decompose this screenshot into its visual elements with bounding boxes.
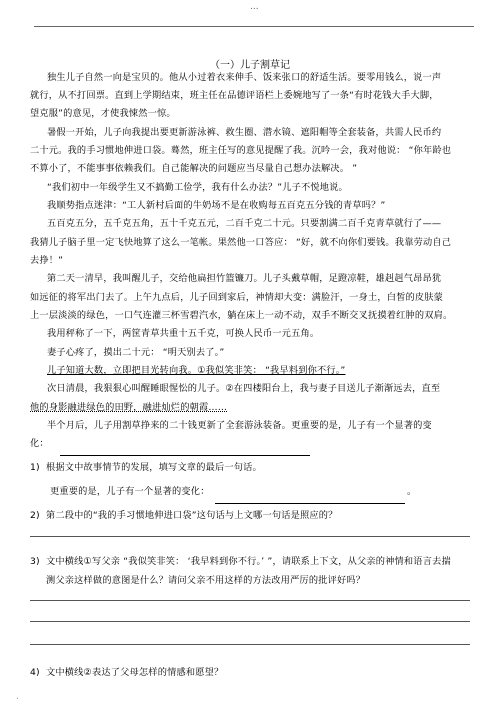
question-2-number: 2) bbox=[30, 510, 40, 521]
answer-line[interactable] bbox=[30, 600, 470, 601]
passage-line: 望克服”的意见，才使我悚然一惊。 bbox=[30, 108, 176, 119]
passage-line: 我猜儿子脑子里一定飞快地算了这么一笔帐。果然他一口答应： “好，就不向你们要钱。我靠劳动自己 bbox=[30, 237, 452, 248]
passage-line: “我们初中一年级学生又不搞勤工俭学，我有什么办法？”儿子不悦地说。 bbox=[47, 182, 348, 193]
passage-line: 妻子心疼了，摸出二十元： “明天别去了。” bbox=[47, 347, 225, 358]
passage-line: 就行，从不打回票。直到上学期结束，班主任在品德评语栏上委婉地写了一条“有时花钱大手大脚， bbox=[30, 90, 439, 101]
answer-line[interactable] bbox=[30, 644, 470, 645]
question-3: 文中横线①写父亲 “我似笑非笑： ‘我早料到你不行。’ ”，请联系上下文，从父亲的神情和语言去揣 bbox=[46, 556, 451, 567]
passage-line: 独生儿子自然一向是宝贝的。他从小过着衣来伸手、饭来张口的舒适生活。要零用钱么，说一声 bbox=[47, 72, 442, 83]
question-2: 第二段中的“我的手习惯地伸进口袋”这句话与上文哪一句话是照应的？ bbox=[46, 510, 338, 521]
question-1: 根据文中故事情节的发展，填写文章的最后一句话。 bbox=[46, 462, 262, 473]
passage-line: 二十元。我的手习惯地伸进口袋。蓦然，班主任写的意见提醒了我。沉吟一会，我对他说： “你年龄也 bbox=[30, 145, 452, 156]
passage-line: 次日清晨，我狠狠心叫醒睡眼惺忪的儿子。②在四楼阳台上，我与妻子目送儿子渐渐远去，直至 bbox=[47, 383, 441, 394]
question-3-cont: 测父亲这样做的意图是什么？请问父亲不用这样的方法改用严厉的批评好吗？ bbox=[46, 575, 366, 586]
underlined-sentence-1: 儿子知道大数，立即把目光转向我。①我似笑非笑： “我早料到你不行。” bbox=[47, 365, 346, 376]
answer-line[interactable] bbox=[30, 621, 470, 622]
answer-blank[interactable] bbox=[215, 494, 405, 504]
question-4: 文中横线②表达了父母怎样的情感和愿望？ bbox=[46, 667, 224, 678]
passage-line: 我顺势指点迷津：“工人新村后面的牛奶场不是在收购每五百克五分钱的青草吗？” bbox=[47, 200, 386, 211]
question-1-number: 1) bbox=[30, 462, 40, 473]
corner-dot: . bbox=[16, 692, 19, 702]
passage-line: 化： bbox=[30, 438, 49, 449]
passage-line: 五百克五分，五千克五角，五十千克五元，二百千克二十元。只要割满二百千克青草就行了—— bbox=[47, 218, 442, 229]
passage-line: 不算小了，不能事事依赖我们。自己能解决的问题应当尽量自己想办法解决。 ” bbox=[30, 163, 358, 174]
passage-line: 如远征的将军出门去了。上午九点后，儿子回到家后，神情却大变：满脸汗，一身土，白皙的皮肤蒙 bbox=[30, 292, 444, 303]
question-3-number: 3) bbox=[30, 556, 40, 567]
answer-blank[interactable] bbox=[60, 446, 310, 456]
passage-line: 第二天一清早，我叫醒儿子，交给他扁担竹篮镰刀。儿子头戴草帽，足蹬凉鞋，雄赳赳气昂昂犹 bbox=[47, 273, 442, 284]
passage-line: 暑假一开始，儿子向我提出要更新游泳裤、救生圈、潜水镜、遮阳帽等全套装备，共需人民币约 bbox=[47, 127, 442, 138]
period-mark: 。 bbox=[407, 486, 417, 497]
header-mark: ... bbox=[250, 2, 259, 12]
passage-title: （一）儿子割草记 bbox=[210, 60, 290, 71]
passage-line: 去挣！” bbox=[30, 255, 64, 266]
question-4-number: 4) bbox=[30, 667, 40, 678]
passage-line: 半个月后，儿子用割草挣来的二十钱更新了全套游泳装备。更重要的是，儿子有一个显著的变 bbox=[47, 420, 432, 431]
underlined-sentence-2: 他的身影融进绿色的田野，融进灿烂的朝霞…… bbox=[30, 402, 228, 413]
question-1-prompt: 更重要的是，儿子有一个显著的变化： bbox=[50, 486, 210, 497]
passage-line: 我用秤称了一下，两筐青草共重十五千克，可换人民币一元五角。 bbox=[47, 328, 320, 339]
answer-line[interactable] bbox=[30, 536, 470, 537]
header-rule bbox=[34, 26, 474, 27]
passage-line: 上一层淡淡的绿色，一口气连灌三杯雪碧汽水，躺在床上一动不动，双手不断交叉抚摸着红肿的双肩。 bbox=[30, 310, 453, 321]
